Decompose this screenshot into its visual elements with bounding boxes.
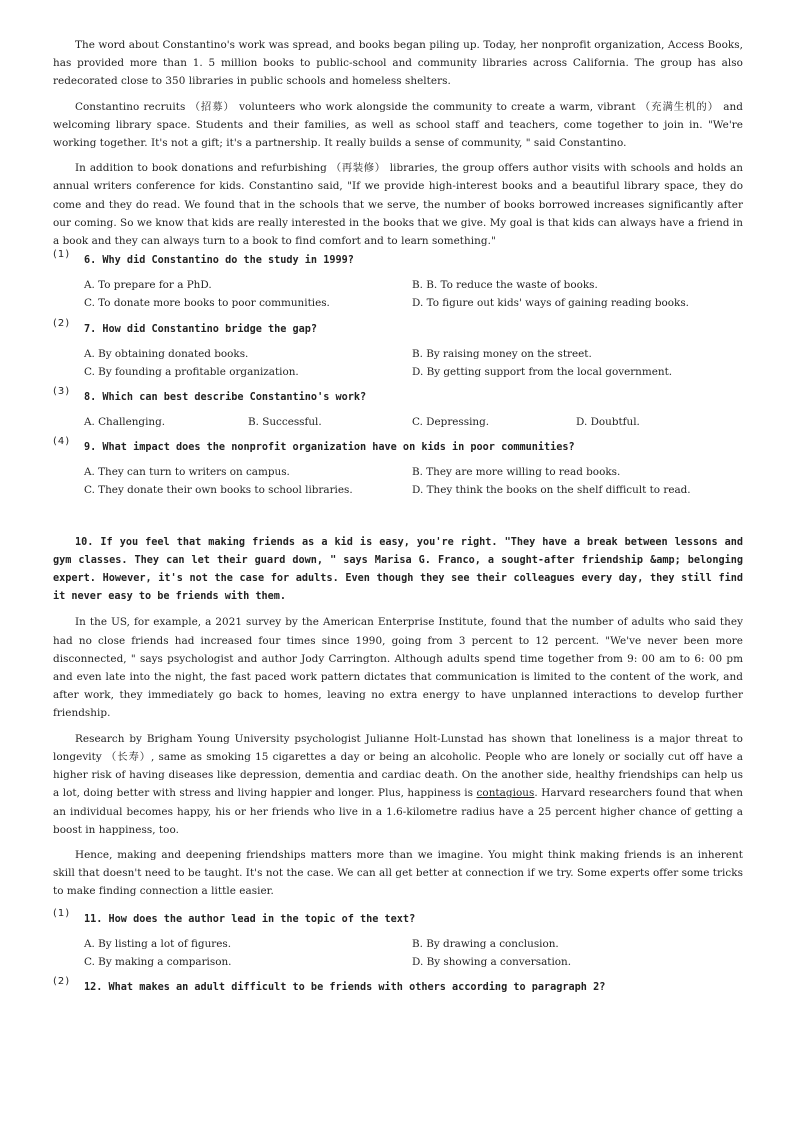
- question-text: 12. What makes an adult difficult to be friends with others according to paragraph 2?: [84, 981, 606, 993]
- passage2-paragraph-2: [53, 730, 743, 839]
- paragraph-text-b: . Harvard researchers found that when an individual becomes happy, his or her friends who live in a 1.6-kilometre radius have a 25 percent higher chance of getting a boost in happiness, too.: [53, 787, 743, 836]
- option-a[interactable]: A. Challenging.: [84, 416, 166, 429]
- option-c[interactable]: C. By making a comparison.: [84, 955, 232, 968]
- option-b[interactable]: B. By drawing a conclusion.: [412, 937, 559, 950]
- question-12: [53, 975, 743, 997]
- question-number: (2): [53, 975, 71, 987]
- question-number: (2): [53, 317, 71, 329]
- underlined-word: contagious: [476, 787, 535, 800]
- question-number: (1): [53, 249, 71, 261]
- option-a[interactable]: A. To prepare for a PhD.: [84, 279, 212, 292]
- option-b[interactable]: B. By raising money on the street.: [412, 347, 592, 360]
- option-d[interactable]: D. By showing a conversation.: [412, 955, 572, 968]
- option-b[interactable]: B. Successful.: [248, 416, 322, 429]
- passage2-intro: 10. If you feel that making friends as a kid is easy, you're right. "They have a break between lessons and gym classes. They can let their guard down, " says Marisa G. Franco, a sought-after friendship &amp; belonging expert. However, it's not the case for adults. Even though they see their colleagues every day, they still find it never easy to be friends with them.: [53, 536, 743, 603]
- question-number: (1): [53, 907, 71, 919]
- passage2-paragraph-1: In the US, for example, a 2021 survey by the American Enterprise Institute, found that the number of adults who said they had no close friends had increased four times since 1990, going from 3 percent to 12 percent. "We've never been more disconnected, " says psychologist and author Jody Carrington. Although adults spend time together from 9: 00 am to 6: 00 pm and even late into the night, the fast paced work pattern dictates that communication is limited to the content of the work, and after work, they immediately go back to homes, leaving no extra energy to have unplanned interactions to develop further friendship.: [53, 616, 743, 720]
- option-c[interactable]: C. To donate more books to poor communities.: [84, 297, 330, 310]
- option-d[interactable]: D. They think the books on the shelf difficult to read.: [412, 484, 691, 497]
- option-d[interactable]: D. By getting support from the local government.: [412, 365, 673, 378]
- options: [84, 935, 743, 971]
- option-d[interactable]: D. To figure out kids' ways of gaining reading books.: [412, 297, 689, 310]
- question-11: [53, 907, 743, 971]
- question-9: [53, 436, 743, 499]
- option-a[interactable]: A. They can turn to writers on campus.: [84, 466, 290, 479]
- option-c[interactable]: C. By founding a profitable organization.: [84, 365, 299, 378]
- question-text: 6. Why did Constantino do the study in 1999?: [84, 255, 354, 267]
- question-text: 8. Which can best describe Constantino's work?: [84, 392, 367, 404]
- passage1-paragraph-2: Constantino recruits （招募） volunteers who work alongside the community to create a warm, vibrant （充满生机的） and welcoming library space. Students and their families, as well as school staff and teachers, come together to join in. "We're working together. It's not a gift; it's a partnership. It really builds a sense of community, " said Constantino.: [53, 100, 743, 150]
- question-text: 9. What impact does the nonprofit organization have on kids in poor communities?: [84, 442, 575, 454]
- option-a[interactable]: A. By obtaining donated books.: [84, 347, 249, 360]
- passage2-paragraph-3: Hence, making and deepening friendships matters more than we imagine. You might think making friends is an inherent skill that doesn't need to be taught. It's not the case. We can all get better at connection if we try. Some experts offer some tricks to make finding connection a little easier.: [53, 848, 743, 898]
- question-text: 7. How did Constantino bridge the gap?: [84, 323, 318, 335]
- passage1-paragraph-1: The word about Constantino's work was spread, and books began piling up. Today, her nonprofit organization, Access Books, has provided more than 1. 5 million books to public-school and community libraries across California. The group has also redecorated close to 350 libraries in public schools and homeless shelters.: [53, 39, 743, 88]
- option-a[interactable]: A. By listing a lot of figures.: [84, 937, 232, 950]
- question-number: (3): [53, 386, 71, 398]
- options: [84, 276, 743, 312]
- option-b[interactable]: B. They are more willing to read books.: [412, 466, 621, 479]
- question-6: [53, 249, 743, 312]
- document-page: [53, 36, 743, 1005]
- option-c[interactable]: C. They donate their own books to school libraries.: [84, 484, 353, 497]
- question-number: (4): [53, 436, 71, 448]
- paragraph-text-a: Research by Brigham Young University psychologist Julianne Holt-Lunstad has shown that loneliness is a major threat to longevity （长寿）, same as smoking 15 cigarettes a day or being an alcoholic. People who are lonely or socially cut off have a higher risk of having diseases like depression, dementia and cardiac death. On the another side, healthy friendships can help us a lot, doing better with stress and living happier and longer. Plus, happiness is: [53, 732, 743, 800]
- option-c[interactable]: C. Depressing.: [412, 416, 490, 429]
- options: [84, 463, 743, 499]
- question-text: 11. How does the author lead in the topic of the text?: [84, 913, 416, 925]
- options: [84, 345, 743, 381]
- options: [84, 413, 743, 431]
- question-8: [53, 386, 743, 431]
- question-7: [53, 317, 743, 381]
- option-d[interactable]: D. Doubtful.: [576, 416, 640, 429]
- option-b[interactable]: B. B. To reduce the waste of books.: [412, 279, 598, 292]
- passage1-paragraph-3: In addition to book donations and refurbishing （再装修） libraries, the group offers author visits with schools and holds an annual writers conference for kids. Constantino said, "If we provide high-interest books and a beautiful library space, they do come and they do read. We found that in the schools that we serve, the number of books borrowed increases significantly after our coming. So we know that kids are really interested in the books that we give. My goal is that kids can always have a friend in a book and they can always turn to a book to find comfort and to learn something.": [53, 162, 743, 248]
